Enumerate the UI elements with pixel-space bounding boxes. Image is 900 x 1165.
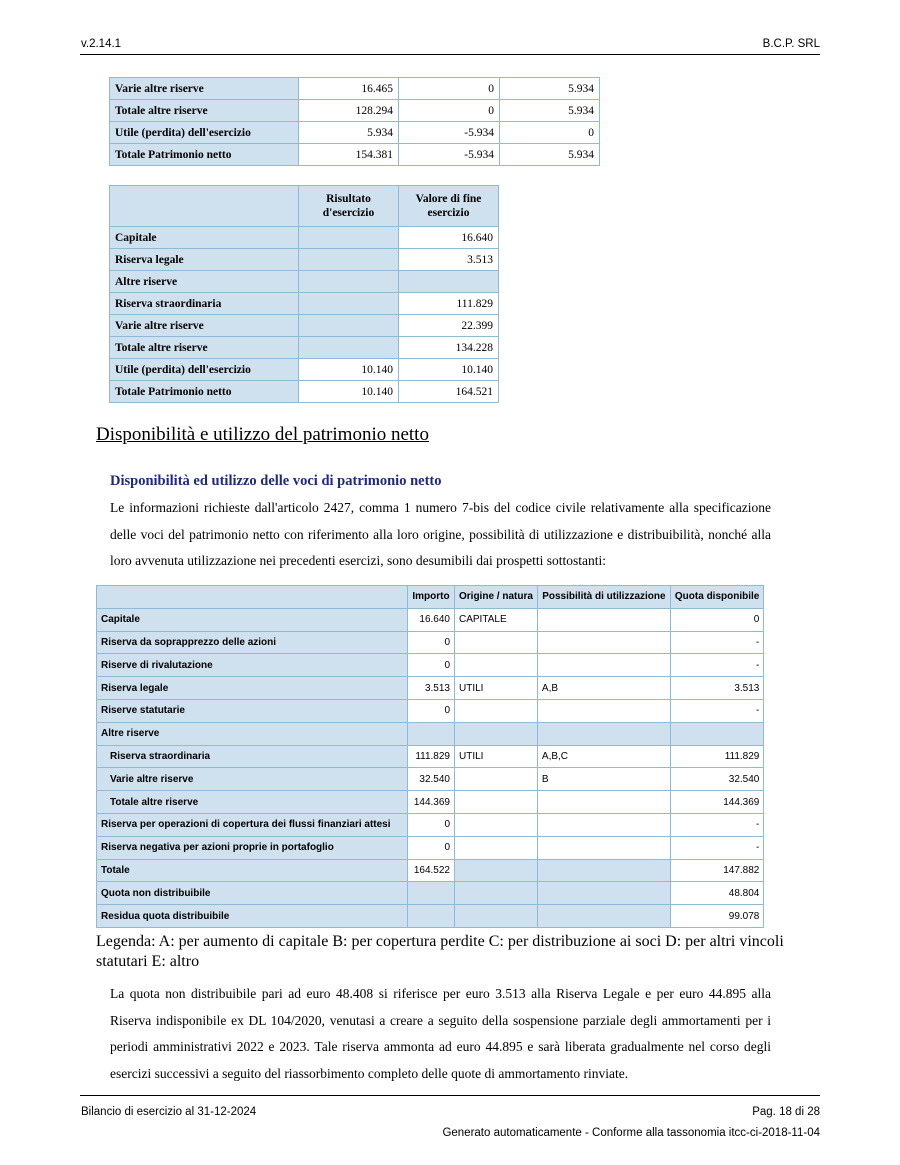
intro-paragraph: Le informazioni richieste dall'articolo 2427, comma 1 numero 7-bis del codice civile relativamente alla specificazione delle voci del patrimonio netto con riferimento alla loro origine, possibilità di utilizzazione e distribuibilità, nonché alla loro avvenuta utilizzazione nei precedenti esercizi, sono desumibili dai prospetti sottostanti:: [110, 500, 771, 568]
cell-value: 164.522: [408, 859, 455, 882]
table-row: [110, 293, 499, 315]
row-label: Totale Patrimonio netto: [110, 381, 299, 403]
cell-value: [399, 271, 499, 293]
cell-value: 147.882: [670, 859, 763, 882]
cell-value: 3.513: [670, 677, 763, 700]
cell-value: [299, 271, 399, 293]
cell-value: [537, 905, 670, 928]
cell-value: [455, 631, 538, 654]
cell-value: UTILI: [455, 745, 538, 768]
cell-value: 32.540: [408, 768, 455, 791]
cell-value: [455, 813, 538, 836]
table-row: [110, 359, 499, 381]
cell-value: [455, 836, 538, 859]
cell-value: 5.934: [299, 122, 399, 144]
closing-paragraph: La quota non distribuibile pari ad euro 48.408 si riferisce per euro 3.513 alla Riserva Legale e per euro 44.895 alla Riserva indisponibile ex DL 104/2020, venutasi a creare a seguito della sospensione parziale degli ammortamenti per i periodi amministrativi 2022 e 2023. Tale riserva ammonta ad euro 44.895 e sarà liberata gradualmente nel corso degli esercizi successivi a seguito del riassorbimento completo delle quote di ammortamento rinviate.: [110, 986, 771, 1081]
row-label: Altre riserve: [110, 271, 299, 293]
cell-value: 0: [500, 122, 600, 144]
header-cell: Valore di fine esercizio: [399, 186, 499, 227]
table-row: [97, 813, 764, 836]
cell-value: A,B: [537, 677, 670, 700]
cell-value: 99.078: [670, 905, 763, 928]
cell-value: 128.294: [299, 100, 399, 122]
table-row: [110, 227, 499, 249]
cell-value: 0: [670, 608, 763, 631]
cell-value: -: [670, 813, 763, 836]
page-number: Pag. 18 di 28: [752, 1106, 820, 1118]
row-label: Riserve statutarie: [97, 699, 408, 722]
cell-value: [537, 859, 670, 882]
cell-value: A,B,C: [537, 745, 670, 768]
cell-value: [455, 905, 538, 928]
row-label: Capitale: [97, 608, 408, 631]
cell-value: 22.399: [399, 315, 499, 337]
cell-value: [299, 249, 399, 271]
cell-value: [455, 722, 538, 745]
header-cell: [97, 586, 408, 609]
cell-value: [537, 882, 670, 905]
table-row: [97, 836, 764, 859]
cell-value: 5.934: [500, 144, 600, 166]
cell-value: 10.140: [399, 359, 499, 381]
row-label: Riserva straordinaria: [97, 745, 408, 768]
table-row: [110, 249, 499, 271]
row-label: Residua quota distribuibile: [97, 905, 408, 928]
cell-value: 0: [408, 836, 455, 859]
cell-value: 134.228: [399, 337, 499, 359]
row-label: Utile (perdita) dell'esercizio: [110, 359, 299, 381]
row-label: Varie altre riserve: [110, 78, 299, 100]
header-divider: [80, 54, 820, 55]
header-cell: Possibilità di utilizzazione: [537, 586, 670, 609]
cell-value: 48.804: [670, 882, 763, 905]
cell-value: UTILI: [455, 677, 538, 700]
cell-value: 10.140: [299, 381, 399, 403]
cell-value: 111.829: [670, 745, 763, 768]
cell-value: -: [670, 654, 763, 677]
cell-value: 164.521: [399, 381, 499, 403]
footer-generated-note: Generato automaticamente - Conforme alla tassonomia itcc-ci-2018-11-04: [442, 1127, 820, 1139]
row-label: Riserva legale: [110, 249, 299, 271]
cell-value: 5.934: [500, 78, 600, 100]
cell-value: 10.140: [299, 359, 399, 381]
section-title: Disponibilità e utilizzo del patrimonio netto: [96, 424, 429, 445]
table-row: [97, 768, 764, 791]
row-label: Riserva da soprapprezzo delle azioni: [97, 631, 408, 654]
footer-divider: [80, 1095, 820, 1096]
cell-value: [455, 859, 538, 882]
cell-value: 144.369: [670, 791, 763, 814]
cell-value: [537, 631, 670, 654]
equity-movements-table-continued: [109, 77, 600, 166]
cell-value: [455, 768, 538, 791]
table-header-row: [97, 586, 764, 609]
cell-value: 154.381: [299, 144, 399, 166]
table-row: [97, 791, 764, 814]
row-label: Totale altre riserve: [97, 791, 408, 814]
equity-availability-table: [96, 585, 764, 928]
cell-value: 111.829: [408, 745, 455, 768]
table-row: [97, 654, 764, 677]
table-row: [110, 315, 499, 337]
row-label: Varie altre riserve: [97, 768, 408, 791]
cell-value: 3.513: [408, 677, 455, 700]
cell-value: 0: [408, 654, 455, 677]
cell-value: [408, 905, 455, 928]
table-row: [97, 859, 764, 882]
cell-value: -: [670, 836, 763, 859]
table-row: [110, 100, 600, 122]
cell-value: [299, 227, 399, 249]
cell-value: 0: [399, 78, 500, 100]
cell-value: 111.829: [399, 293, 499, 315]
cell-value: 0: [408, 631, 455, 654]
table-row: [97, 905, 764, 928]
cell-value: [455, 699, 538, 722]
cell-value: -5.934: [399, 144, 500, 166]
header-cell: Origine / natura: [455, 586, 538, 609]
cell-value: CAPITALE: [455, 608, 538, 631]
table-row: [110, 144, 600, 166]
cell-value: [299, 315, 399, 337]
cell-value: -: [670, 699, 763, 722]
cell-value: 16.465: [299, 78, 399, 100]
row-label: Totale Patrimonio netto: [110, 144, 299, 166]
cell-value: [408, 882, 455, 905]
cell-value: [537, 722, 670, 745]
cell-value: [537, 791, 670, 814]
row-label: Riserva negativa per azioni proprie in portafoglio: [97, 836, 408, 859]
table-row: [97, 677, 764, 700]
cell-value: [537, 654, 670, 677]
row-label: Totale altre riserve: [110, 100, 299, 122]
header-cell: [110, 186, 299, 227]
cell-value: 32.540: [670, 768, 763, 791]
row-label: Totale altre riserve: [110, 337, 299, 359]
table-row: [97, 699, 764, 722]
table-row: [97, 631, 764, 654]
row-label: Riserve di rivalutazione: [97, 654, 408, 677]
subsection-title: Disponibilità ed utilizzo delle voci di patrimonio netto: [110, 473, 442, 489]
cell-value: [537, 608, 670, 631]
row-label: Altre riserve: [97, 722, 408, 745]
row-label: Utile (perdita) dell'esercizio: [110, 122, 299, 144]
company-name: B.C.P. SRL: [762, 38, 820, 50]
footer-document-title: Bilancio di esercizio al 31-12-2024: [81, 1106, 257, 1118]
cell-value: 0: [408, 813, 455, 836]
table-row: [110, 337, 499, 359]
cell-value: 16.640: [399, 227, 499, 249]
table-row: [110, 78, 600, 100]
row-label: Riserva legale: [97, 677, 408, 700]
cell-value: [537, 813, 670, 836]
cell-value: -: [670, 631, 763, 654]
row-label: Capitale: [110, 227, 299, 249]
cell-value: [299, 293, 399, 315]
cell-value: 5.934: [500, 100, 600, 122]
table-row: [97, 745, 764, 768]
header-cell: Importo: [408, 586, 455, 609]
cell-value: 3.513: [399, 249, 499, 271]
header-cell: Quota disponibile: [670, 586, 763, 609]
row-label: Totale: [97, 859, 408, 882]
cell-value: [455, 791, 538, 814]
row-label: Riserva straordinaria: [110, 293, 299, 315]
cell-value: 0: [408, 699, 455, 722]
table-row: [97, 882, 764, 905]
cell-value: 0: [399, 100, 500, 122]
table-row: [110, 381, 499, 403]
cell-value: [408, 722, 455, 745]
table-row: [97, 608, 764, 631]
cell-value: [537, 836, 670, 859]
row-label: Varie altre riserve: [110, 315, 299, 337]
cell-value: B: [537, 768, 670, 791]
cell-value: [455, 654, 538, 677]
cell-value: [299, 337, 399, 359]
table-header-row: [110, 186, 499, 227]
table-row: [110, 271, 499, 293]
cell-value: [455, 882, 538, 905]
equity-end-year-table: [109, 185, 499, 403]
cell-value: -5.934: [399, 122, 500, 144]
header-cell: Risultato d'esercizio: [299, 186, 399, 227]
cell-value: [670, 722, 763, 745]
cell-value: 144.369: [408, 791, 455, 814]
row-label: Quota non distribuibile: [97, 882, 408, 905]
cell-value: 16.640: [408, 608, 455, 631]
table-row: [110, 122, 600, 144]
row-label: Riserva per operazioni di copertura dei flussi finanziari attesi: [97, 813, 408, 836]
table-row: [97, 722, 764, 745]
cell-value: [537, 699, 670, 722]
version-label: v.2.14.1: [81, 38, 122, 50]
legend-text: Legenda: A: per aumento di capitale B: per copertura perdite C: per distribuzione ai soci D: per altri vincoli statutari E: altro: [96, 933, 784, 970]
